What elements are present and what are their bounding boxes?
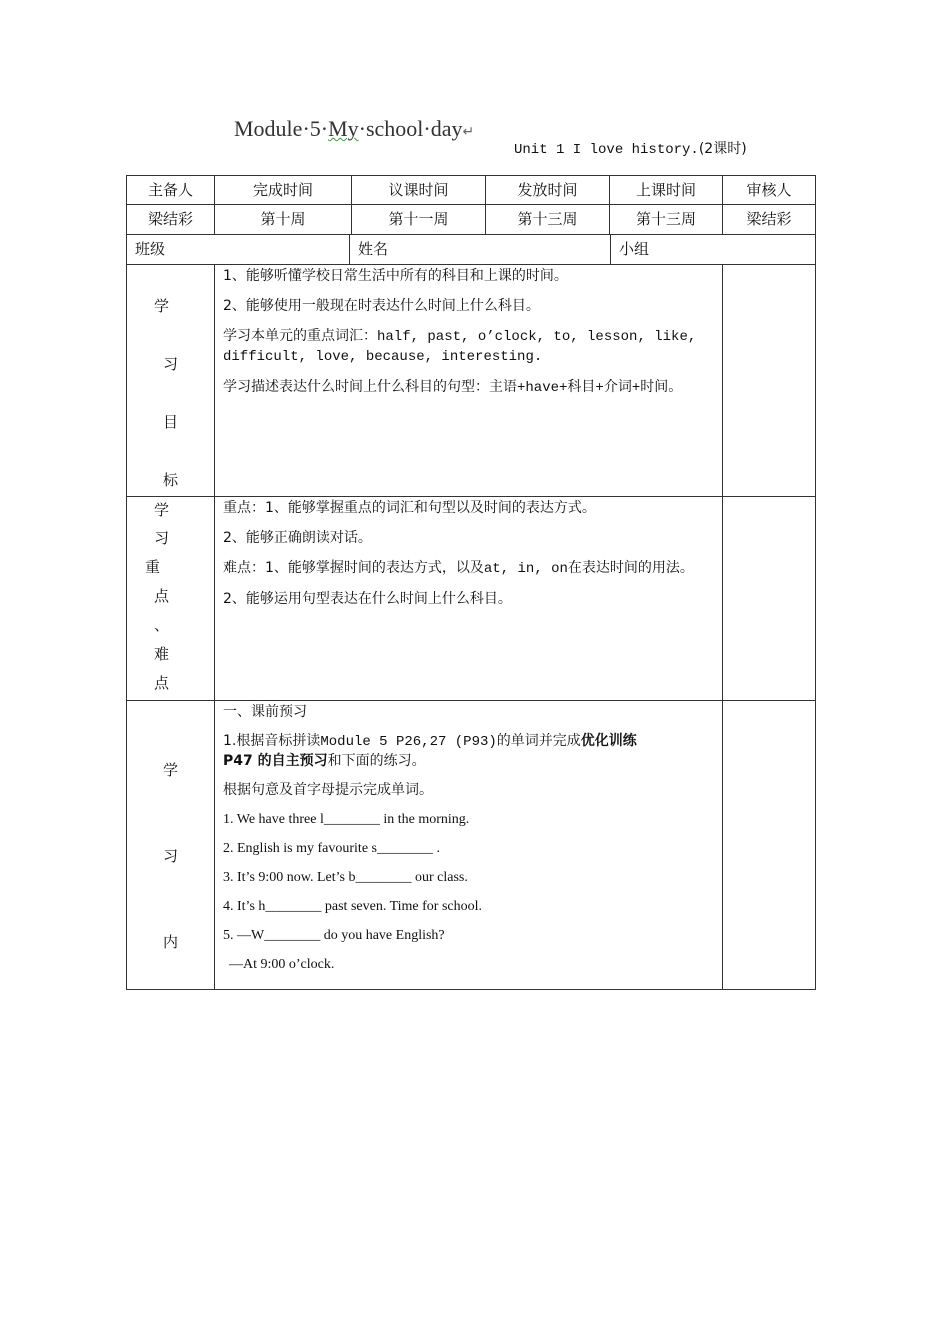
goals-label-char: 标	[162, 471, 178, 489]
subtitle-unit: Unit 1 I love history.	[514, 142, 699, 158]
group-field: 小组	[610, 234, 816, 265]
goal-line: 1、能够听懂学校日常生活中所有的科目和上课的时间。	[223, 268, 568, 284]
goals-label-char: 习	[162, 355, 178, 373]
focus-label-char: 学	[153, 501, 169, 519]
document-title	[234, 116, 474, 142]
header-reviewer: 审核人	[722, 175, 816, 205]
title-module: Module·5·	[234, 116, 329, 141]
task-part: 的单词并完成	[496, 733, 581, 749]
value-reviewer: 梁结彩	[722, 204, 816, 235]
difficulty-line	[223, 559, 714, 579]
content-label-char: 习	[162, 847, 178, 865]
goals-content	[214, 264, 723, 497]
preview-task	[223, 732, 714, 771]
header-class-time: 上课时间	[609, 175, 723, 205]
focus-label-char: 点	[153, 587, 169, 605]
goal-vocab	[223, 327, 714, 367]
value-issue-time: 第十三周	[485, 204, 610, 235]
task-book-page: P47 的自主预习	[223, 753, 328, 769]
pattern-part: 介词	[603, 379, 632, 395]
goal-vocab-words: half, past, o’clock, to, lesson, like, difficult, love, because, interesting.	[223, 329, 697, 365]
difficulty-prepositions: at, in, on	[483, 561, 568, 577]
task-part: 和下面的练习。	[327, 753, 426, 769]
goals-label-char: 学	[153, 297, 169, 315]
header-preparer: 主备人	[126, 175, 215, 205]
document-subtitle	[514, 138, 747, 158]
content-label	[126, 700, 215, 990]
goal-sentence-pattern	[223, 378, 714, 398]
goals-notes	[722, 264, 816, 497]
focus-line: 重点：1、能够掌握重点的词汇和句型以及时间的表达方式。	[223, 500, 596, 516]
goal-line: 2、能够使用一般现在时表达什么时间上什么科目。	[223, 298, 540, 314]
focus-label-char: 、	[153, 616, 169, 634]
title-my: My	[328, 116, 359, 141]
pattern-part: +	[631, 380, 641, 396]
class-field: 班级	[126, 234, 350, 265]
pattern-part: +	[595, 380, 604, 396]
learning-content	[214, 700, 723, 990]
subtitle-lessons: (2课时)	[698, 141, 747, 157]
pattern-part: +have+	[517, 380, 568, 396]
task-book: 优化训练	[580, 733, 637, 749]
focus-line: 2、能够正确朗读对话。	[223, 530, 372, 546]
pattern-part: 学习描述表达什么时间上什么科目的句型：主语	[223, 379, 517, 395]
task-part: 1.根据音标拼读	[223, 733, 321, 749]
value-review-time: 第十一周	[351, 204, 486, 235]
value-preparer: 梁结彩	[126, 204, 215, 235]
goal-vocab-label: 学习本单元的重点词汇：	[223, 328, 377, 344]
exercise-answer: —At 9:00 o’clock.	[229, 957, 335, 972]
goals-label-char: 目	[162, 413, 178, 431]
focus-notes	[722, 496, 816, 701]
exercise-instruction: 根据句意及首字母提示完成单词。	[223, 782, 433, 798]
value-class-time: 第十三周	[609, 204, 723, 235]
exercise-item: 5. —W________ do you have English?	[223, 928, 445, 943]
title-rest: ·school·day	[358, 116, 463, 141]
exercise-item: 3. It’s 9:00 now. Let’s b________ our class.	[223, 870, 468, 885]
exercise-item: 4. It’s h________ past seven. Time for school.	[223, 899, 482, 914]
exercise-item: 1. We have three l________ in the morning.	[223, 812, 470, 827]
content-label-char: 学	[162, 761, 178, 779]
section-title: 一、课前预习	[223, 704, 307, 720]
focus-label-char: 点	[153, 674, 169, 692]
name-field: 姓名	[349, 234, 611, 265]
content-notes	[722, 700, 816, 990]
return-mark-icon: ↵	[462, 125, 475, 140]
focus-label	[126, 496, 215, 701]
exercise-item: 2. English is my favourite s________ .	[223, 841, 440, 856]
content-label-char: 内	[162, 933, 178, 951]
focus-label-char: 重	[144, 558, 160, 576]
pattern-part: 时间。	[640, 379, 683, 395]
focus-label-char: 难	[153, 645, 169, 663]
header-issue-time: 发放时间	[485, 175, 610, 205]
header-review-time: 议课时间	[351, 175, 486, 205]
focus-label-char: 习	[153, 529, 169, 547]
value-finish-time: 第十周	[214, 204, 352, 235]
focus-content	[214, 496, 723, 701]
lesson-plan-table	[126, 175, 816, 990]
goals-label	[126, 264, 215, 497]
difficulty-part: 在表达时间的用法。	[567, 560, 694, 576]
difficulty-part: 难点：1、能够掌握时间的表达方式，以及	[223, 560, 484, 576]
pattern-part: 科目	[567, 379, 596, 395]
header-finish-time: 完成时间	[214, 175, 352, 205]
difficulty-line: 2、能够运用句型表达在什么时间上什么科目。	[223, 591, 512, 607]
task-pages: Module 5 P26,27 (P93)	[320, 734, 497, 750]
